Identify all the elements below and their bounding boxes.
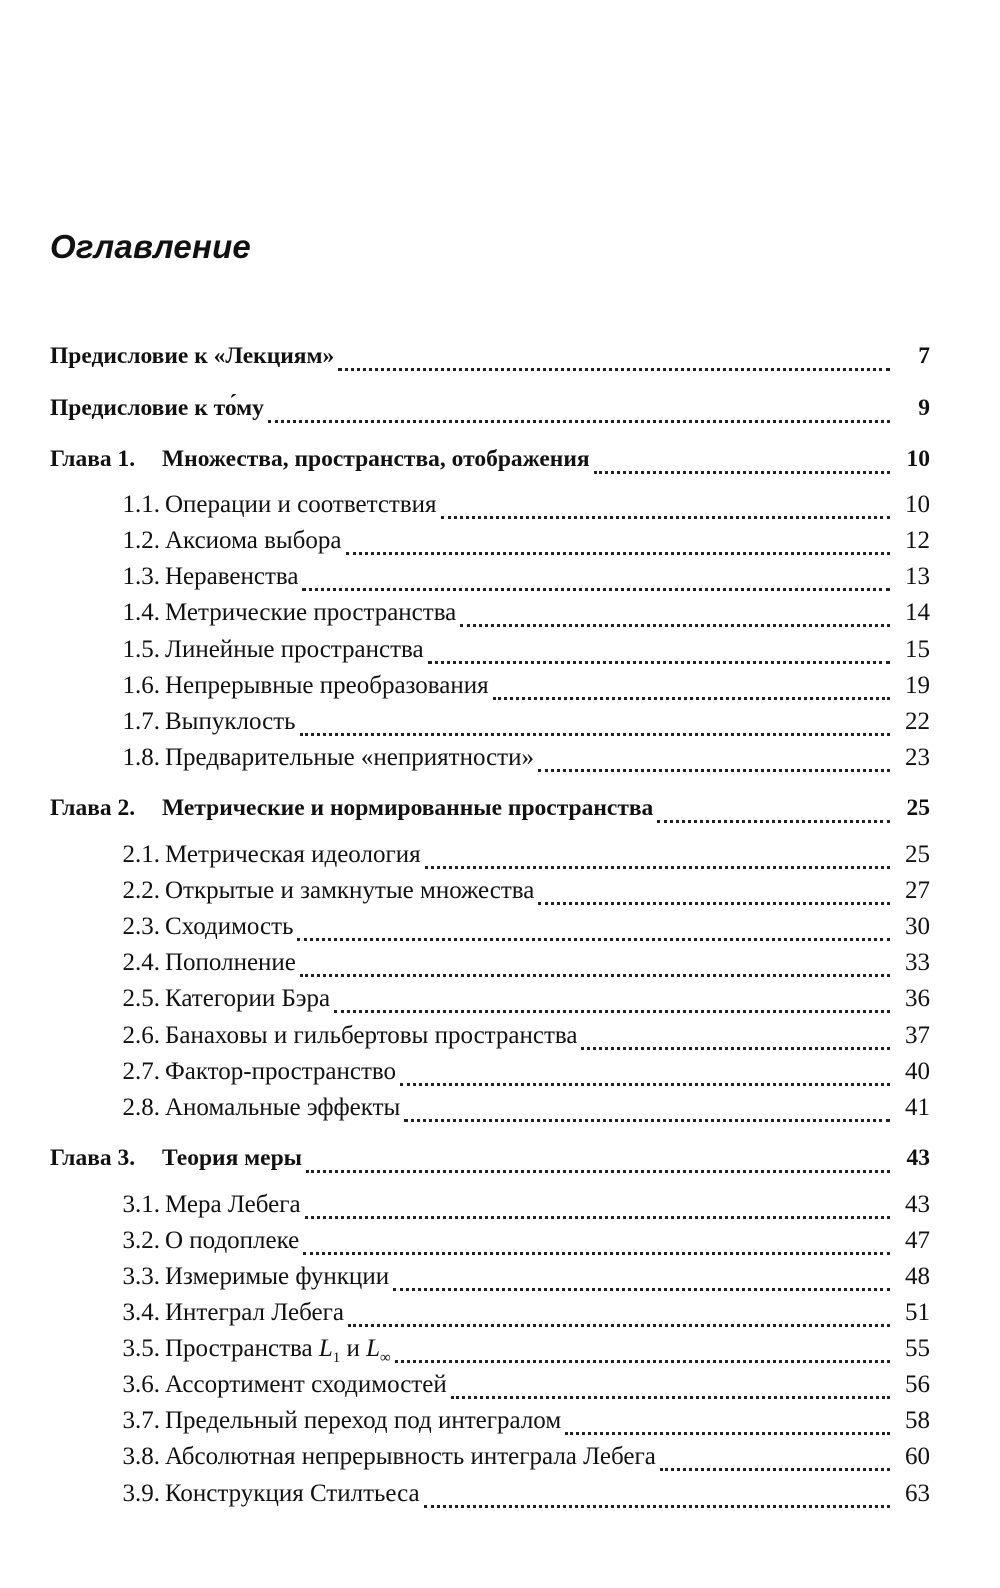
dot-leader <box>425 866 890 869</box>
toc-entry-page: 30 <box>905 913 930 940</box>
toc-section-number: 3.5. <box>122 1335 160 1362</box>
toc-entry-title: Абсолютная непрерывность интеграла Лебега <box>165 1443 656 1470</box>
toc-chapter-2[interactable] <box>50 795 930 831</box>
toc-section-3-5[interactable] <box>50 1335 930 1371</box>
dot-leader <box>441 516 890 519</box>
toc-entry-page: 37 <box>905 1022 930 1049</box>
toc-entry-page: 58 <box>905 1407 930 1434</box>
dot-leader <box>300 974 890 977</box>
toc-section-1-5[interactable] <box>50 636 930 672</box>
toc-entry-title <box>165 1335 391 1367</box>
dot-leader <box>305 1216 890 1219</box>
dot-leader <box>428 661 890 664</box>
dot-leader <box>306 1170 890 1173</box>
toc-entry-title: Пополнение <box>165 949 296 976</box>
toc-entry-title: Измеримые функции <box>165 1263 390 1290</box>
toc-entry-title: Категории Бэра <box>165 985 331 1012</box>
toc-section-number: 3.6. <box>122 1371 160 1398</box>
toc-section-2-4[interactable] <box>50 949 930 985</box>
toc-entry-title: Открытые и замкнутые множества <box>165 877 535 904</box>
toc-entry-title: Метрические пространства <box>165 599 457 626</box>
toc-entry-page: 41 <box>905 1094 930 1121</box>
toc-entry-title: Теория меры <box>162 1145 303 1171</box>
dot-leader <box>297 938 890 941</box>
toc-section-number: 2.4. <box>122 949 160 976</box>
toc-entry-page: 10 <box>906 446 930 472</box>
toc-section-number: 1.7. <box>122 708 160 735</box>
dot-leader <box>451 1396 890 1399</box>
toc-section-number: 3.2. <box>122 1227 160 1254</box>
toc-entry-page: 19 <box>905 672 930 699</box>
toc-entry-page: 60 <box>905 1443 930 1470</box>
toc-entry-title: Метрическая идеология <box>165 841 421 868</box>
toc-section-2-3[interactable] <box>50 913 930 949</box>
toc-section-number: 1.3. <box>122 563 160 590</box>
toc-entry-page: 12 <box>905 527 930 554</box>
title-text: и <box>340 1335 367 1362</box>
toc-entry-page: 56 <box>905 1371 930 1398</box>
toc-chapter-number: Глава 3. <box>50 1145 136 1171</box>
math-linf: $L_\infty$ <box>366 1335 391 1366</box>
toc-entry-title: Метрические и нормированные пространства <box>162 795 654 821</box>
toc-entry-title: Конструкция Стилтьеса <box>165 1480 420 1507</box>
toc-entry-page: 36 <box>905 985 930 1012</box>
toc-entry-page: 14 <box>905 599 930 626</box>
toc-entry-page: 40 <box>905 1058 930 1085</box>
toc-section-number: 1.6. <box>122 672 160 699</box>
toc-section-number: 1.1. <box>122 491 160 518</box>
toc-section-3-7[interactable] <box>50 1407 930 1443</box>
toc-entry-page: 9 <box>918 395 930 421</box>
toc-section-number: 1.2. <box>122 527 160 554</box>
toc-section-number: 2.8. <box>122 1094 160 1121</box>
toc-section-1-6[interactable] <box>50 672 930 708</box>
toc-entry-title: Аксиома выбора <box>165 527 342 554</box>
toc-section-2-7[interactable] <box>50 1058 930 1094</box>
dot-leader <box>424 1505 890 1508</box>
toc-section-1-1[interactable] <box>50 491 930 527</box>
toc-chapter-number: Глава 2. <box>50 795 136 821</box>
toc-entry-title: Линейные пространства <box>165 636 424 663</box>
toc-entry-page: 25 <box>906 795 930 821</box>
toc-section-number: 3.7. <box>122 1407 160 1434</box>
toc-chapter-1[interactable] <box>50 446 930 482</box>
toc-entry-title: Мера Лебега <box>165 1191 301 1218</box>
toc-section-3-4[interactable] <box>50 1299 930 1335</box>
toc-entry-page: 25 <box>905 841 930 868</box>
title-text: Пространства <box>165 1335 319 1362</box>
toc-section-number: 1.5. <box>122 636 160 663</box>
toc-entry-page: 55 <box>905 1335 930 1362</box>
toc-entry-page: 7 <box>918 343 930 369</box>
toc-section-number: 3.1. <box>122 1191 160 1218</box>
toc-entry-title: Сходимость <box>165 913 294 940</box>
toc-section-3-9[interactable] <box>50 1480 930 1516</box>
dot-leader <box>565 1432 890 1435</box>
toc-entry-title: Операции и соответствия <box>165 491 437 518</box>
toc-entry-page: 43 <box>905 1191 930 1218</box>
toc-entry-page: 43 <box>906 1145 930 1171</box>
toc-entry-page: 10 <box>905 491 930 518</box>
dot-leader <box>338 368 890 371</box>
toc-entry-page: 51 <box>905 1299 930 1326</box>
toc-entry-page: 33 <box>905 949 930 976</box>
toc-section-3-1[interactable] <box>50 1191 930 1227</box>
toc-section-2-1[interactable] <box>50 841 930 877</box>
toc-entry-preface-lectures[interactable] <box>50 343 930 379</box>
toc-chapter-number: Глава 1. <box>50 446 136 472</box>
toc-section-2-8[interactable] <box>50 1094 930 1130</box>
toc-section-1-8[interactable] <box>50 744 930 780</box>
toc-entry-title: Банаховы и гильбертовы пространства <box>165 1022 578 1049</box>
toc-section-2-6[interactable] <box>50 1022 930 1058</box>
toc-section-3-6[interactable] <box>50 1371 930 1407</box>
toc-entry-title: Множества, пространства, отображения <box>162 446 590 472</box>
dot-leader <box>400 1083 890 1086</box>
dot-leader <box>303 1252 890 1255</box>
toc-entry-page: 15 <box>905 636 930 663</box>
toc-entry-title: Предельный переход под интегралом <box>165 1407 562 1434</box>
toc-section-3-8[interactable] <box>50 1443 930 1479</box>
toc-entry-page: 47 <box>905 1227 930 1254</box>
dot-leader <box>594 471 890 474</box>
dot-leader <box>538 769 890 772</box>
dot-leader <box>334 1010 890 1013</box>
dot-leader <box>268 420 890 423</box>
dot-leader <box>581 1047 890 1050</box>
dot-leader <box>538 902 890 905</box>
toc-entry-title: Аномальные эффекты <box>165 1094 401 1121</box>
dot-leader <box>404 1119 890 1122</box>
toc-section-number: 3.9. <box>122 1480 160 1507</box>
toc-section-1-2[interactable] <box>50 527 930 563</box>
dot-leader <box>460 624 890 627</box>
dot-leader <box>302 588 890 591</box>
toc-section-number: 3.3. <box>122 1263 160 1290</box>
toc-section-3-2[interactable] <box>50 1227 930 1263</box>
toc-section-number: 2.7. <box>122 1058 160 1085</box>
toc-entry-preface-volume[interactable] <box>50 395 930 431</box>
toc-entry-title: Выпуклость <box>165 708 296 735</box>
dot-leader <box>493 697 890 700</box>
toc-section-2-5[interactable] <box>50 985 930 1021</box>
dot-leader <box>657 820 890 823</box>
toc-section-number: 2.2. <box>122 877 160 904</box>
toc-entry-page: 27 <box>905 877 930 904</box>
dot-leader <box>395 1360 890 1363</box>
dot-leader <box>300 733 890 736</box>
dot-leader <box>660 1468 890 1471</box>
page-title: Оглавление <box>50 228 251 265</box>
toc-entry-title: Предисловие к то́му <box>50 395 264 421</box>
toc-entry-title: Предисловие к «Лекциям» <box>50 343 335 369</box>
toc-entry-page: 63 <box>905 1480 930 1507</box>
toc-section-number: 3.4. <box>122 1299 160 1326</box>
toc-section-2-2[interactable] <box>50 877 930 913</box>
toc-entry-page: 48 <box>905 1263 930 1290</box>
toc-section-3-3[interactable] <box>50 1263 930 1299</box>
toc-section-number: 2.3. <box>122 913 160 940</box>
toc-entry-page: 13 <box>905 563 930 590</box>
toc-section-number: 2.6. <box>122 1022 160 1049</box>
toc-section-number: 2.5. <box>122 985 160 1012</box>
toc-entry-title: Фактор-пространство <box>165 1058 397 1085</box>
toc-entry-title: Неравенства <box>165 563 299 590</box>
toc-entry-page: 23 <box>905 744 930 771</box>
toc-section-number: 3.8. <box>122 1443 160 1470</box>
toc-section-1-4[interactable] <box>50 599 930 635</box>
toc-section-number: 1.8. <box>122 744 160 771</box>
toc-entry-title: Ассортимент сходимостей <box>165 1371 447 1398</box>
toc-section-number: 2.1. <box>122 841 160 868</box>
toc-chapter-3[interactable] <box>50 1145 930 1181</box>
toc-section-1-7[interactable] <box>50 708 930 744</box>
math-l1: $L_1$ <box>318 1335 341 1366</box>
dot-leader <box>346 552 891 555</box>
toc-entry-page: 22 <box>905 708 930 735</box>
dot-leader <box>393 1288 890 1291</box>
toc-entry-title: Интеграл Лебега <box>165 1299 344 1326</box>
toc-entry-title: О подоплеке <box>165 1227 300 1254</box>
toc-entry-title: Предварительные «неприятности» <box>165 744 534 771</box>
toc-section-1-3[interactable] <box>50 563 930 599</box>
toc-section-number: 1.4. <box>122 599 160 626</box>
dot-leader <box>348 1324 890 1327</box>
toc-entry-title: Непрерывные преобразования <box>165 672 489 699</box>
